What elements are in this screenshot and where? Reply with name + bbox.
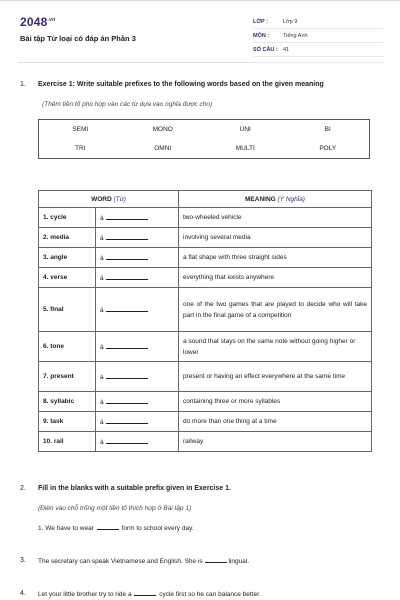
answer-blank[interactable] (106, 233, 148, 240)
prefix-item: UNI (239, 126, 251, 133)
fill-blank[interactable] (205, 557, 227, 563)
answer-cell[interactable] (96, 362, 179, 392)
answer-cell[interactable] (96, 288, 179, 332)
answer-cell[interactable] (96, 248, 179, 268)
meaning-cell: one of the two games that are played to decide who will take part in the final game of a competition (179, 288, 372, 332)
table-row (39, 288, 372, 332)
question-text: form to school every day. (121, 525, 194, 532)
question-4-number: 4. (20, 590, 26, 597)
arrow-icon: à (100, 374, 104, 381)
document-title: Bài tập Từ loại có đáp án Phần 3 (20, 34, 136, 43)
meaning-cell: railway (179, 432, 372, 452)
answer-cell[interactable] (96, 432, 179, 452)
answer-blank[interactable] (106, 417, 148, 424)
prefix-item: BI (324, 126, 331, 133)
arrow-icon: à (100, 399, 104, 406)
question-4 (38, 590, 261, 598)
meta-row-class (253, 15, 383, 29)
answer-cell[interactable] (96, 268, 179, 288)
arrow-icon: à (100, 215, 104, 222)
meta-key: MÔN : (253, 32, 270, 39)
meaning-cell: a sound that stays on the same note without going higher or lower (179, 332, 372, 362)
meta-info (253, 15, 383, 57)
answer-blank[interactable] (106, 305, 148, 312)
meta-key: LỚP : (253, 18, 268, 25)
prefix-box (38, 119, 370, 159)
arrow-icon: à (100, 235, 104, 242)
word-cell: 9. task (39, 412, 96, 432)
word-cell: 8. syllabic (39, 392, 96, 412)
table-row (39, 412, 372, 432)
question-text: 1. We have to wear (38, 525, 94, 532)
meaning-cell: present or having an effect everywhere at the same time (179, 362, 372, 392)
word-cell: 6. tone (39, 332, 96, 362)
meta-row-count (253, 43, 383, 57)
word-cell: 5. final (39, 288, 96, 332)
header-meaning-label: MEANING (245, 195, 276, 203)
question-text: cycle first so he can balance better. (159, 591, 261, 598)
word-cell: 1. cycle (39, 208, 96, 228)
question-3 (38, 557, 249, 565)
prefix-item: MULTI (235, 145, 255, 152)
answer-blank[interactable] (106, 273, 148, 280)
prefix-item: OMNI (154, 145, 172, 152)
word-cell: 4. verse (39, 268, 96, 288)
table-row (39, 208, 372, 228)
header-word (39, 191, 179, 208)
prefix-item: POLY (319, 145, 337, 152)
answer-blank[interactable] (106, 253, 148, 260)
fill-blank[interactable] (97, 524, 119, 530)
fill-blank[interactable] (134, 590, 156, 596)
exercise-2-number: 2. (20, 485, 26, 492)
table-row (39, 268, 372, 288)
exercise-2-subtitle: (Điền vào chỗ trống một tiền tố thích hợp ở Bài tập 1) (38, 505, 192, 512)
question-text: lingual. (228, 558, 250, 565)
exercise-2-title: Fill in the blanks with a suitable prefix given in Exercise 1. (38, 485, 231, 492)
table-row (39, 248, 372, 268)
meaning-cell: do more than one thing at a time (179, 412, 372, 432)
meaning-cell: involving several media (179, 228, 372, 248)
logo-suffix: .vn (47, 17, 56, 23)
meaning-cell: two-wheeled vehicle (179, 208, 372, 228)
meaning-cell: everything that exists anywhere (179, 268, 372, 288)
arrow-icon: à (100, 275, 104, 282)
arrow-icon: à (100, 307, 104, 314)
exercise-1-subtitle: (Thêm tiền tố phù hợp vào các từ dựa vào nghĩa được cho) (42, 101, 213, 108)
logo-text: 2048 (20, 15, 48, 29)
question-1 (38, 524, 194, 532)
answer-cell[interactable] (96, 392, 179, 412)
table-row (39, 432, 372, 452)
exercise-1-title: Exercise 1: Write suitable prefixes to the following words based on the given meaning (38, 81, 324, 88)
arrow-icon: à (100, 419, 104, 426)
exercise-1-number: 1. (20, 81, 26, 88)
word-cell: 10. rail (39, 432, 96, 452)
answer-cell[interactable] (96, 208, 179, 228)
meta-value: Tiếng Anh (283, 32, 308, 39)
header-meaning-vi: (Ý Nghĩa) (277, 195, 305, 203)
prefix-item: SEMI (72, 126, 89, 133)
word-meaning-table (38, 190, 372, 452)
site-logo[interactable] (20, 15, 55, 29)
top-divider (0, 0, 400, 1)
question-text: The secretary can speak Vietnamese and English. She is (38, 558, 203, 565)
prefix-item: TRI (75, 145, 86, 152)
answer-cell[interactable] (96, 412, 179, 432)
word-cell: 2. media (39, 228, 96, 248)
arrow-icon: à (100, 439, 104, 446)
header-word-vi: (Từ) (113, 195, 126, 203)
meta-value: 41 (283, 46, 290, 53)
answer-blank[interactable] (106, 213, 148, 220)
meta-key: SỐ CÂU : (253, 46, 278, 53)
table-row (39, 228, 372, 248)
question-text: Let your little brother try to ride a (38, 591, 132, 598)
table-row (39, 332, 372, 362)
answer-blank[interactable] (106, 397, 148, 404)
arrow-icon: à (100, 255, 104, 262)
word-cell: 3. angle (39, 248, 96, 268)
meta-value: Lớp 9 (283, 18, 298, 25)
table-row (39, 362, 372, 392)
table-row (39, 392, 372, 412)
header-meaning (179, 191, 372, 208)
answer-blank[interactable] (106, 372, 148, 379)
word-cell: 7. present (39, 362, 96, 392)
question-3-number: 3. (20, 557, 26, 564)
table-header-row (39, 191, 372, 208)
meta-row-subject (253, 29, 383, 43)
arrow-icon: à (100, 344, 104, 351)
document-header (18, 10, 384, 63)
answer-blank[interactable] (106, 437, 148, 444)
meaning-cell: a flat shape with three straight sides (179, 248, 372, 268)
prefix-item: MONO (152, 126, 173, 133)
header-word-label: WORD (91, 195, 112, 203)
answer-cell[interactable] (96, 332, 179, 362)
answer-cell[interactable] (96, 228, 179, 248)
answer-blank[interactable] (106, 342, 148, 349)
meaning-cell: containing three or more syllables (179, 392, 372, 412)
